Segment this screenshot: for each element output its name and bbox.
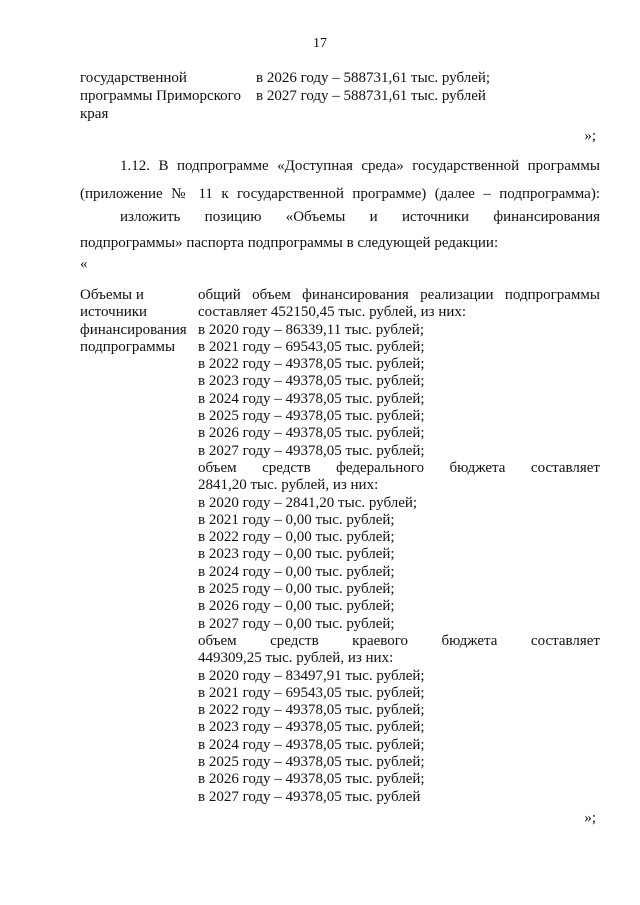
year-line: в 2026 году – 588731,61 тыс. рублей; xyxy=(256,70,491,86)
program-label-line: края xyxy=(80,106,109,122)
federal-year-line: в 2022 году – 0,00 тыс. рублей; xyxy=(198,529,395,546)
paragraph-line: подпрограммы» паспорта подпрограммы в следующей редакции: xyxy=(80,235,499,251)
regional-year-line: в 2021 году – 69543,05 тыс. рублей; xyxy=(198,684,425,701)
federal-year-line: в 2027 году – 0,00 тыс. рублей; xyxy=(198,615,395,632)
label-line: подпрограммы xyxy=(80,338,176,355)
regional-year-line: в 2027 году – 49378,05 тыс. рублей xyxy=(198,788,421,805)
paragraph-line: изложить позицию «Объемы и источники финансирования xyxy=(120,209,600,225)
total-year-line: в 2024 году – 49378,05 тыс. рублей; xyxy=(198,390,425,407)
federal-intro: объем средств федерального бюджета составляет xyxy=(198,459,600,476)
regional-year-line: в 2025 году – 49378,05 тыс. рублей; xyxy=(198,754,425,771)
federal-intro-cont: 2841,20 тыс. рублей, из них: xyxy=(198,477,379,494)
label-line: источники xyxy=(80,304,148,321)
label-line: Объемы и xyxy=(80,287,144,303)
amendment-paragraph-1 xyxy=(80,152,600,208)
federal-year-line: в 2026 году – 0,00 тыс. рублей; xyxy=(198,598,395,615)
paragraph-line: (приложение № 11 к государственной программе) (далее – подпрограмма): xyxy=(80,186,600,202)
regional-intro: объем средств краевого бюджета составляет xyxy=(198,632,600,649)
closing-quote: »; xyxy=(584,810,596,826)
year-line: в 2027 году – 588731,61 тыс. рублей xyxy=(256,88,486,104)
federal-year-line: в 2025 году – 0,00 тыс. рублей; xyxy=(198,581,395,598)
program-label-line: программы Приморского xyxy=(80,88,241,104)
program-funding-continuation xyxy=(80,69,600,123)
regional-year-line: в 2023 году – 49378,05 тыс. рублей; xyxy=(198,719,425,736)
program-label-line: государственной xyxy=(80,70,187,86)
federal-year-line: в 2020 году – 2841,20 тыс. рублей; xyxy=(198,494,418,511)
regional-year-line: в 2022 году – 49378,05 тыс. рублей; xyxy=(198,702,425,719)
total-year-line: в 2022 году – 49378,05 тыс. рублей; xyxy=(198,356,425,373)
total-year-line: в 2025 году – 49378,05 тыс. рублей; xyxy=(198,408,425,425)
total-year-line: в 2027 году – 49378,05 тыс. рублей; xyxy=(198,442,425,459)
federal-year-line: в 2024 году – 0,00 тыс. рублей; xyxy=(198,563,395,580)
funding-table xyxy=(80,287,600,806)
total-year-line: в 2026 году – 49378,05 тыс. рублей; xyxy=(198,425,425,442)
paragraph-line: 1.12. В подпрограмме «Доступная среда» государственной программы xyxy=(120,158,600,174)
federal-year-line: в 2023 году – 0,00 тыс. рублей; xyxy=(198,546,395,563)
funding-label-cell xyxy=(80,287,198,806)
program-years xyxy=(256,69,600,123)
regional-year-line: в 2020 году – 83497,91 тыс. рублей; xyxy=(198,667,425,684)
regional-year-line: в 2026 году – 49378,05 тыс. рублей; xyxy=(198,771,425,788)
total-year-line: в 2023 году – 49378,05 тыс. рублей; xyxy=(198,373,425,390)
funding-value-cell xyxy=(198,287,600,806)
regional-year-line: в 2024 году – 49378,05 тыс. рублей; xyxy=(198,736,425,753)
page-number: 17 xyxy=(313,36,327,51)
total-intro: общий объем финансирования реализации подпрограммы xyxy=(198,287,600,303)
total-year-line: в 2020 году – 86339,11 тыс. рублей; xyxy=(198,321,424,338)
closing-quote: »; xyxy=(584,128,596,144)
total-intro-cont: составляет 452150,45 тыс. рублей, из них: xyxy=(198,304,467,321)
regional-intro-cont: 449309,25 тыс. рублей, из них: xyxy=(198,650,394,667)
label-line: финансирования xyxy=(80,321,187,338)
opening-quote: « xyxy=(80,256,88,272)
program-label xyxy=(80,69,256,123)
continuation-row xyxy=(80,69,600,123)
federal-year-line: в 2021 году – 0,00 тыс. рублей; xyxy=(198,511,395,528)
total-year-line: в 2021 году – 69543,05 тыс. рублей; xyxy=(198,338,425,355)
amendment-paragraph-2 xyxy=(80,204,600,256)
